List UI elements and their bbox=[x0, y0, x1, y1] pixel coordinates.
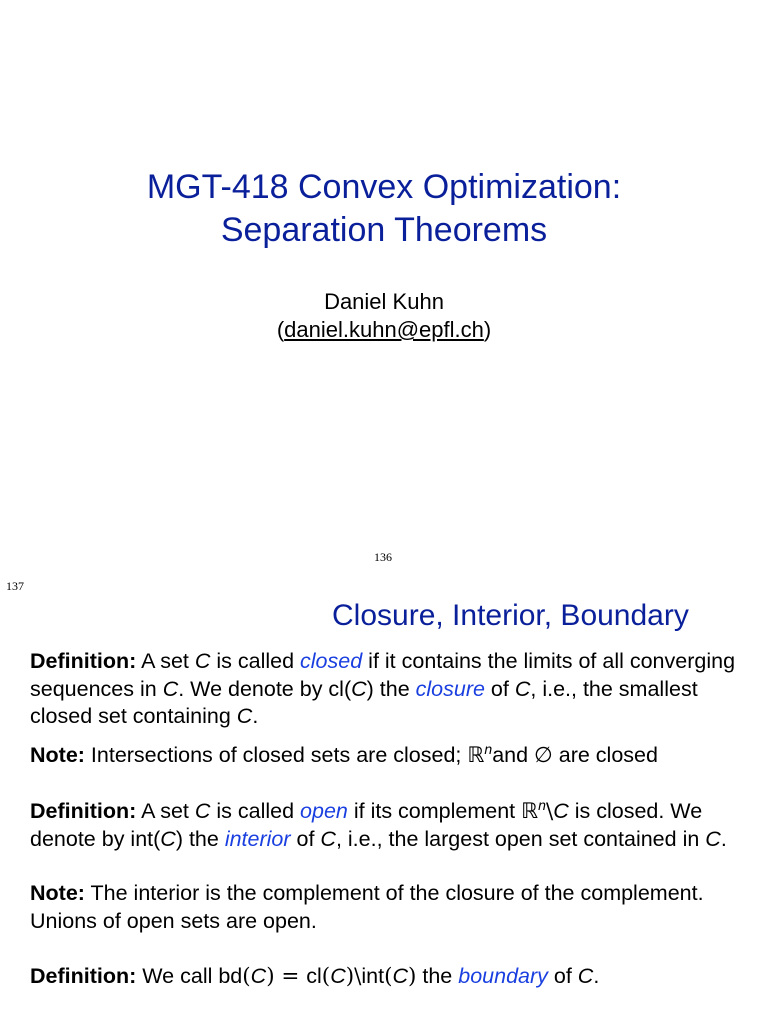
text: is called bbox=[210, 799, 301, 824]
author-email-line bbox=[0, 316, 768, 344]
text: of bbox=[547, 964, 578, 988]
paren: ) bbox=[266, 964, 275, 989]
text: A set bbox=[136, 649, 195, 673]
term-interior: interior bbox=[224, 826, 291, 851]
var-c: C bbox=[514, 676, 531, 701]
var-c: C bbox=[250, 964, 267, 988]
text: the bbox=[416, 964, 459, 988]
equals-symbol: = bbox=[274, 964, 307, 989]
paren: ( bbox=[384, 964, 393, 989]
var-c: C bbox=[160, 826, 176, 851]
text: . We denote by cl( bbox=[178, 676, 352, 701]
text: int bbox=[361, 964, 385, 988]
definition-label: Definition: bbox=[30, 799, 137, 824]
slide-title-line-1: MGT-418 Convex Optimization: bbox=[146, 168, 622, 206]
definition-label: Definition: bbox=[30, 649, 137, 673]
note-interior bbox=[30, 880, 745, 935]
text: of bbox=[484, 676, 515, 701]
superscript-n: n bbox=[484, 741, 493, 757]
term-boundary: boundary bbox=[458, 964, 548, 988]
var-c: C bbox=[351, 676, 367, 701]
paren-open: ( bbox=[276, 317, 285, 342]
var-c: C bbox=[320, 826, 336, 851]
text: if its complement bbox=[347, 799, 522, 824]
term-open: open bbox=[300, 799, 348, 824]
paren: ( bbox=[242, 964, 251, 989]
reals-symbol: ℝ bbox=[467, 743, 485, 769]
var-c: C bbox=[194, 799, 211, 824]
var-c: C bbox=[705, 826, 721, 851]
text: We call bd bbox=[136, 964, 243, 988]
author-block bbox=[0, 288, 768, 344]
var-c: C bbox=[236, 704, 253, 728]
note-closed-sets bbox=[30, 736, 745, 770]
paren: ) bbox=[408, 964, 417, 989]
page-number-137: 137 bbox=[6, 579, 24, 593]
paren: ) bbox=[345, 964, 355, 989]
term-closed: closed bbox=[300, 649, 363, 673]
text: ) the bbox=[175, 826, 225, 851]
definition-open bbox=[30, 792, 745, 853]
definition-boundary bbox=[30, 963, 745, 991]
email-link[interactable]: daniel.kuhn@epfl.ch bbox=[284, 317, 484, 342]
definition-closed bbox=[30, 648, 745, 731]
var-c: C bbox=[553, 799, 569, 824]
note-label: Note: bbox=[30, 881, 85, 905]
reals-symbol: ℝ bbox=[521, 799, 539, 825]
text: if it contains the limits of all converging sequences in bbox=[30, 649, 736, 701]
text: A set bbox=[136, 799, 195, 824]
text: , i.e., the largest open set contained in bbox=[335, 826, 706, 851]
text: The interior is the complement of the closure of the complement. Unions of open sets are open. bbox=[30, 881, 704, 933]
var-c: C bbox=[392, 964, 408, 988]
text: . bbox=[593, 964, 600, 988]
superscript-n: n bbox=[538, 797, 546, 813]
text: is called bbox=[210, 649, 301, 673]
text: , i.e., the smallest closed set containing bbox=[30, 676, 698, 728]
slide-title-block bbox=[0, 166, 768, 252]
slide-title-line-2: Separation Theorems bbox=[220, 211, 548, 249]
text: of bbox=[290, 826, 321, 851]
term-closure: closure bbox=[415, 676, 485, 701]
text: cl bbox=[306, 964, 322, 988]
paren-close: ) bbox=[483, 317, 492, 342]
var-c: C bbox=[330, 964, 346, 988]
empty-set-symbol: ∅ bbox=[534, 743, 553, 769]
page-number-136: 136 bbox=[374, 550, 392, 564]
text: and bbox=[492, 743, 535, 768]
definition-label: Definition: bbox=[30, 964, 137, 988]
paren: ( bbox=[321, 964, 331, 989]
text: Intersections of closed sets are closed; bbox=[84, 743, 468, 768]
text: . bbox=[720, 826, 727, 851]
section-title: Closure, Interior, Boundary bbox=[332, 599, 689, 632]
setminus-symbol: \ bbox=[545, 799, 554, 825]
text: is closed. We denote by int( bbox=[30, 799, 703, 851]
note-label: Note: bbox=[30, 743, 85, 768]
var-c: C bbox=[194, 649, 211, 673]
var-c: C bbox=[577, 964, 594, 988]
setminus-symbol: \ bbox=[354, 964, 362, 989]
author-name: Daniel Kuhn bbox=[324, 289, 444, 314]
text: ) the bbox=[366, 676, 416, 701]
text: . bbox=[252, 704, 259, 728]
var-c: C bbox=[162, 676, 179, 701]
text: are closed bbox=[552, 743, 658, 768]
